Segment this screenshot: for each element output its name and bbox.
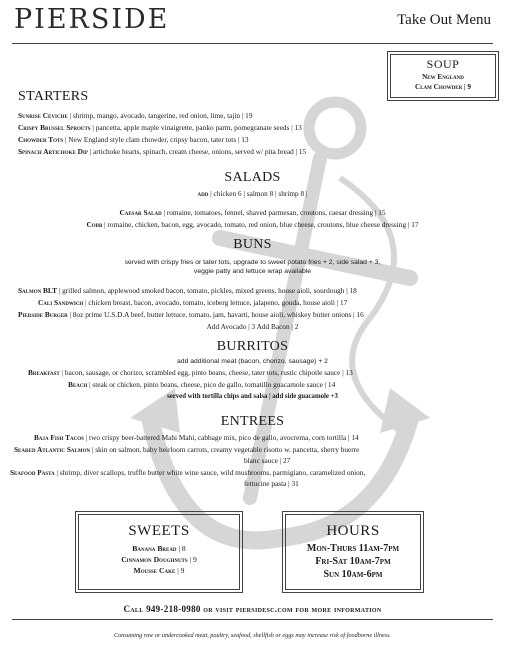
starters-heading: STARTERS bbox=[18, 89, 89, 104]
salad-item bbox=[0, 208, 505, 218]
sweet-item bbox=[79, 554, 239, 565]
contact-line: Call 949-218-0980 or visit piersidesc.com for more information bbox=[123, 604, 382, 614]
entrees-heading: ENTREES bbox=[220, 414, 285, 429]
entree-item bbox=[34, 433, 359, 443]
item-name: Seared Atlantic Salmon bbox=[14, 445, 91, 454]
item-desc: | bacon, sausage, or chorizo, scrambled egg, pinto beans, cheese, tater tots, rustic chipotle sauce | 13 bbox=[59, 368, 353, 377]
item-price: | 9 bbox=[175, 566, 185, 575]
item-desc: | skin on salmon, baby heirloom carrots, creamy vegetable risotto w. pancetta, sherry buerre bbox=[90, 445, 360, 454]
item-name: Banana Bread bbox=[132, 544, 177, 553]
bun-item bbox=[38, 298, 347, 308]
item-name: Sunrise Ceviche bbox=[18, 111, 68, 120]
item-name: Crispy Brussel Sprouts bbox=[18, 123, 91, 132]
item-name: Salmon BLT bbox=[18, 286, 57, 295]
menu-title: Take Out Menu bbox=[397, 12, 491, 28]
hours-line: Mon-Thurs 11am-7pm bbox=[306, 543, 400, 554]
item-desc: | shrimp, diver scallops, truffle butter white wine sauce, wild mushrooms, parmigiano, caramelized onion, bbox=[54, 468, 366, 477]
buns-addons: Add Avocado | 3 Add Bacon | 2 bbox=[206, 322, 299, 331]
item-desc: | artichoke hearts, spinach, cream cheese, onions, served w/ pita bread | 15 bbox=[87, 147, 307, 156]
sweets-box bbox=[78, 514, 240, 590]
starter-item bbox=[18, 147, 306, 157]
hours-line: Fri-Sat 10am-7pm bbox=[315, 556, 391, 567]
disclaimer: Consuming raw or undercooked meat, poultry, seafood, shellfish or eggs may increase risk of foodborne illness. bbox=[113, 632, 392, 639]
burrito-item bbox=[68, 380, 335, 390]
item-desc: | romaine, tomatoes, fennel, shaved parmesan, croutons, caesar dressing | 15 bbox=[161, 208, 386, 217]
burrito-item bbox=[28, 368, 353, 378]
item-desc: | pancetta, apple maple vinaigrette, panko parm, pomegranate seeds | 13 bbox=[90, 123, 302, 132]
hours-line: Sun 10am-6pm bbox=[323, 569, 383, 580]
item-name: Pierside Burger bbox=[18, 310, 68, 319]
item-name: Chowder Tots bbox=[18, 135, 64, 144]
add-label: add bbox=[197, 189, 209, 198]
soup-box bbox=[390, 54, 496, 98]
salads-add-line bbox=[0, 189, 505, 199]
burritos-served: served with tortilla chips and salsa | add side guacamole +3 bbox=[167, 393, 338, 400]
header-divider bbox=[12, 43, 493, 44]
item-desc: | two crispy beer-battered Mahi Mahi, cabbage mix, pico de gallo, avocrema, corn tortilla | 14 bbox=[83, 433, 359, 442]
item-name: Seafood Pasta bbox=[10, 468, 55, 477]
item-name: Caesar Salad bbox=[119, 208, 162, 217]
item-desc: | 8oz prime U.S.D.A beef, butter lettuce, tomato, jam, havarti, house aioli, whiskey butter onions | 16 bbox=[67, 310, 364, 319]
starter-item bbox=[18, 135, 249, 145]
item-desc: | romaine, chicken, bacon, egg, avocado, tomato, red onion, blue cheese, croutons, blue cheese dressing | 17 bbox=[102, 220, 419, 229]
entree-item bbox=[10, 468, 365, 478]
item-price: | 8 bbox=[176, 544, 186, 553]
burritos-heading: BURRITOS bbox=[216, 339, 289, 354]
footer-divider bbox=[12, 619, 493, 620]
item-desc: | chicken breast, bacon, avocado, tomato, iceberg lettuce, jalapeno, gouda, house aioli | 17 bbox=[83, 298, 348, 307]
item-name: Cobb bbox=[86, 220, 103, 229]
salads-heading: SALADS bbox=[224, 170, 281, 185]
starter-item bbox=[18, 123, 302, 133]
item-name: Beach bbox=[68, 380, 88, 389]
item-desc: | steak or chicken, pinto beans, cheese, pico de gallo, tomatillo guacamole sauce | 14 bbox=[87, 380, 336, 389]
bun-item bbox=[18, 286, 357, 296]
soup-heading: SOUP bbox=[426, 57, 460, 71]
item-name: Cinnamon Doughnuts bbox=[121, 555, 188, 564]
item-name: Cali Sandwich bbox=[38, 298, 84, 307]
sweet-item bbox=[79, 565, 239, 576]
item-desc: | shrimp, mango, avocado, tangerine, red onion, lime, tajin | 19 bbox=[67, 111, 253, 120]
soup-line-1: New England bbox=[422, 73, 464, 81]
add-text: | chicken 6 | salmon 8 | shrimp 8 | bbox=[208, 189, 308, 198]
item-name: Mousse Cake bbox=[133, 566, 176, 575]
anchor-icon bbox=[110, 88, 440, 588]
burritos-note: add additional meat (bacon, chorizo, sausage) + 2 bbox=[177, 358, 328, 365]
hours-heading: HOURS bbox=[326, 523, 380, 539]
item-desc: | grilled salmon, applewood smoked bacon, tomato, pickles, mixed greens, house aioli, sourdough | 18 bbox=[56, 286, 357, 295]
hours-box bbox=[285, 514, 421, 590]
salad-item bbox=[0, 220, 505, 230]
item-name: Breakfast bbox=[28, 368, 60, 377]
entree-item bbox=[14, 445, 359, 455]
entree-item-continued: blanc sauce | 27 bbox=[244, 456, 291, 465]
soup-line-2: Clam Chowder | 9 bbox=[415, 83, 471, 91]
item-name: Baja Fish Tacos bbox=[34, 433, 84, 442]
entree-item-continued: fettucine pasta | 31 bbox=[244, 479, 299, 488]
item-desc: | New England style clam chowder, cripsy bacon, tater tots | 13 bbox=[63, 135, 249, 144]
bun-item bbox=[18, 310, 364, 320]
sweet-item bbox=[79, 543, 239, 554]
buns-note-1: served with crispy fries or tater tots, upgrade to sweet potato fries + 2, side salad + 3, bbox=[124, 259, 381, 266]
starter-item bbox=[18, 111, 252, 121]
restaurant-logo: PIERSIDE bbox=[14, 4, 170, 35]
buns-heading: BUNS bbox=[233, 237, 272, 252]
buns-note-2: veggie patty and lettuce wrap available bbox=[193, 268, 312, 275]
item-price: | 9 bbox=[187, 555, 197, 564]
sweets-heading: SWEETS bbox=[128, 523, 190, 539]
item-name: Spinach Artichoke Dip bbox=[18, 147, 88, 156]
